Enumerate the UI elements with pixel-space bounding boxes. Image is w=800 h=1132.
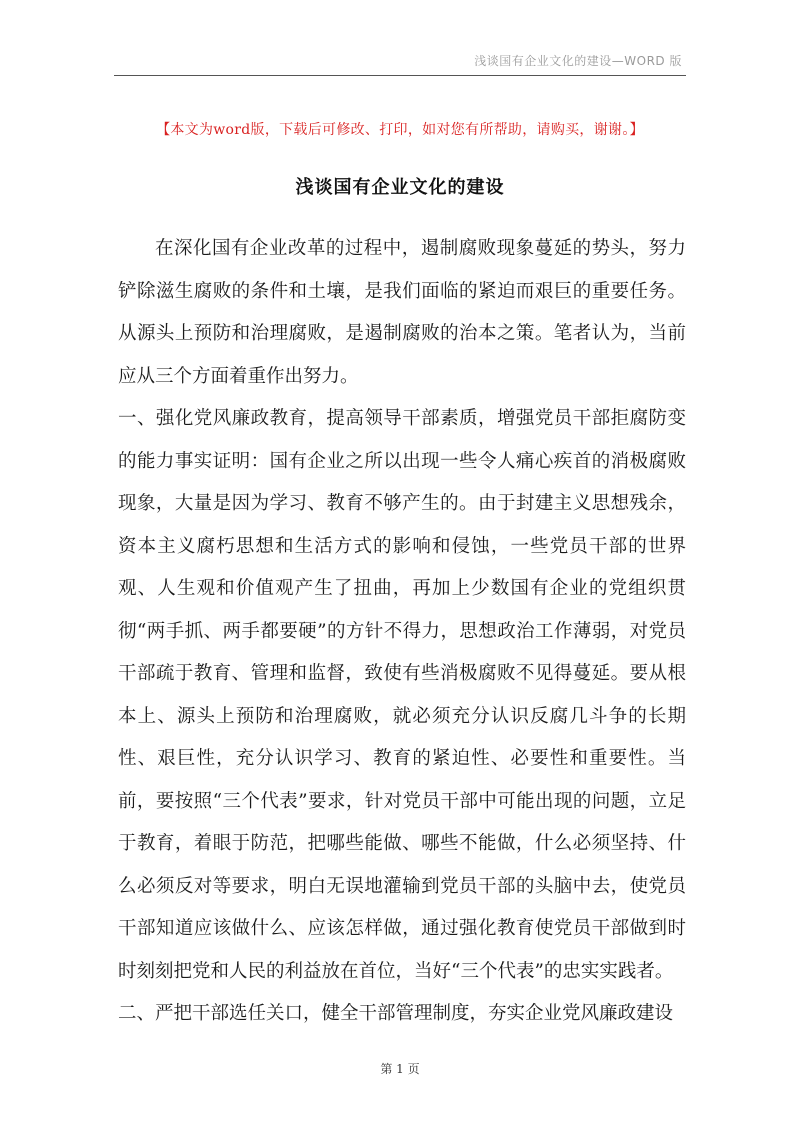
header-divider bbox=[114, 75, 686, 76]
body-paragraph: 一、强化党风廉政教育，提高领导干部素质，增强党员干部拒腐防变的能力事实证明：国有企业之所以出现一些令人痛心疾首的消极腐败现象，大量是因为学习、教育不够产生的。由于封建主义思想残余，资本主义腐朽思想和生活方式的影响和侵蚀，一些党员干部的世界观、人生观和价值观产生了扭曲，再加上少数国有企业的党组织贯彻“两手抓、两手都要硬”的方针不得力，思想政治工作薄弱，对党员干部疏于教育、管理和监督，致使有些消极腐败不见得蔓延。要从根本上、源头上预防和治理腐败，就必须充分认识反腐几斗争的长期性、艰巨性，充分认识学习、教育的紧迫性、必要性和重要性。当前，要按照“三个代表”要求，针对党员干部中可能出现的问题，立足于教育，着眼于防范，把哪些能做、哪些不能做，什么必须坚持、什么必须反对等要求，明白无误地灌输到党员干部的头脑中去，使党员干部知道应该做什么、应该怎样做，通过强化教育使党员干部做到时时刻刻把党和人民的利益放在首位，当好“三个代表”的忠实实践者。 bbox=[118, 408, 686, 982]
page-header bbox=[0, 52, 800, 72]
document-body bbox=[118, 228, 686, 1036]
page-number: 第 1 页 bbox=[380, 1062, 420, 1076]
body-paragraph: 二、严把干部选任关口，健全干部管理制度，夯实企业党风廉政建设 bbox=[118, 1003, 674, 1024]
document-title: 浅谈国有企业文化的建设 bbox=[295, 177, 505, 198]
download-notice: 【本文为word版，下载后可修改、打印，如对您有所帮助，请购买，谢谢。】 bbox=[156, 122, 644, 138]
running-header-text: 浅谈国有企业文化的建设—WORD 版 bbox=[474, 54, 682, 68]
body-paragraph: 在深化国有企业改革的过程中，遏制腐败现象蔓延的势头，努力铲除滋生腐败的条件和土壤，是我们面临的紧迫而艰巨的重要任务。从源头上预防和治理腐败，是遏制腐败的治本之策。笔者认为，当前应从三个方面着重作出努力。 bbox=[118, 238, 686, 387]
